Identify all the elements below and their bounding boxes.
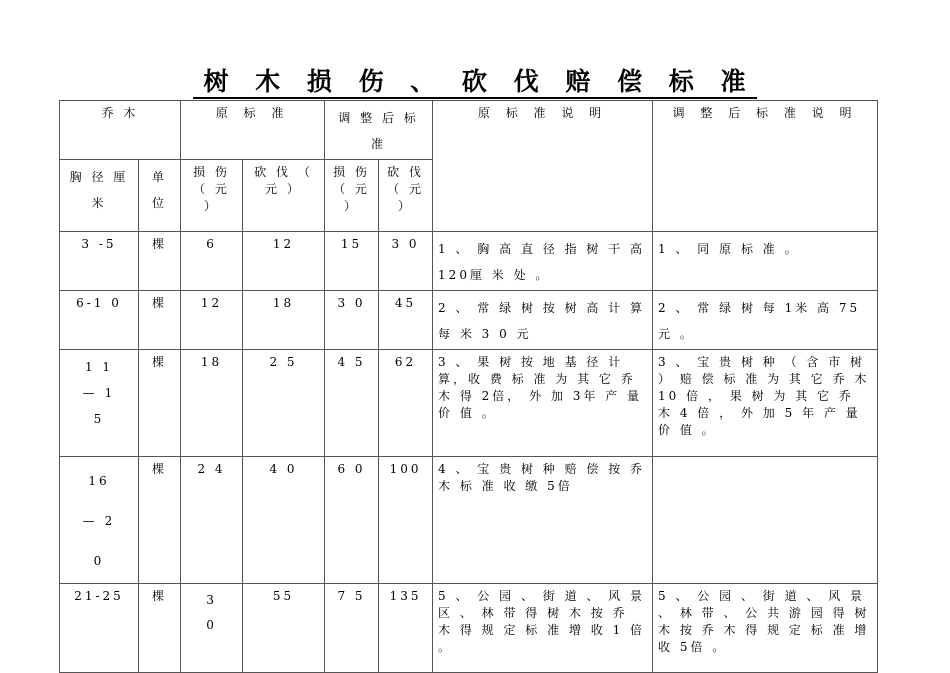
header-tree: 乔 木 [60,101,181,160]
damage-original-cell: 3 0 [181,584,243,673]
damage-original-cell: 2 4 [181,457,243,584]
cut-original-cell: 55 [243,584,325,673]
table-row [60,232,878,291]
adjusted-note-cell: 5 、 公 园 、 街 道 、 风 景 、 林 带 、 公 共 游 园 得 树 木 按 乔 木 得 规 定 标 准 增 收 5倍 。 [653,584,878,673]
damage-adjusted-cell: 3 0 [325,291,379,350]
header-cut-original: 砍 伐 （ 元 ） [243,160,325,232]
cut-adjusted-cell: 135 [379,584,433,673]
header-original-standard: 原 标 准 [181,101,325,160]
table-row [60,291,878,350]
diameter-cell: 16 — 20 [60,457,139,584]
table-row [60,457,878,584]
damage-adjusted-cell: 4 5 [325,350,379,457]
compensation-table [59,100,878,673]
unit-cell: 棵 [139,232,181,291]
table-row [60,584,878,673]
adjusted-note-cell: 1 、 同 原 标 准 。 [653,232,878,291]
original-note-cell: 5 、 公 园 、 街 道 、 风 景 区 、 林 带 得 树 木 按 乔 木 得 规 定 标 准 增 收 1 倍 。 [433,584,653,673]
damage-adjusted-cell: 7 5 [325,584,379,673]
header-adjusted-standard: 调 整 后 标 准 [325,101,433,160]
header-adjusted-note: 调 整 后 标 准 说 明 [653,101,878,232]
adjusted-note-cell [653,457,878,584]
header-unit: 单 位 [139,160,181,232]
original-note-cell: 3 、 果 树 按 地 基 径 计 算，收 费 标 准 为 其 它 乔 木 得 2倍， 外 加 3年 产 量 价 值 。 [433,350,653,457]
table-row [60,350,878,457]
adjusted-note-cell: 3 、 宝 贵 树 种 （ 含 市 树 ） 赔 偿 标 准 为 其 它 乔 木 10 倍 ， 果 树 为 其 它 乔 木 4 倍 ， 外 加 5 年 产 量 价 值 。 [653,350,878,457]
damage-adjusted-cell: 15 [325,232,379,291]
unit-cell: 棵 [139,584,181,673]
damage-original-cell: 18 [181,350,243,457]
header-cut-adjusted: 砍 伐 （ 元 ） [379,160,433,232]
cut-adjusted-cell: 62 [379,350,433,457]
header-diameter: 胸 径 厘 米 [60,160,139,232]
header-original-note: 原 标 准 说 明 [433,101,653,232]
cut-adjusted-cell: 45 [379,291,433,350]
damage-original-cell: 6 [181,232,243,291]
cut-adjusted-cell: 3 0 [379,232,433,291]
unit-cell: 棵 [139,350,181,457]
original-note-cell: 2 、 常 绿 树 按 树 高 计 算 每 米 3 0 元 [433,291,653,350]
adjusted-note-cell: 2 、 常 绿 树 每 1米 高 75 元 。 [653,291,878,350]
diameter-cell: 3 -5 [60,232,139,291]
diameter-cell: 21-25 [60,584,139,673]
original-note-cell: 1 、 胸 高 直 径 指 树 干 高 120厘 米 处 。 [433,232,653,291]
diameter-cell: 1 1 — 15 [60,350,139,457]
header-damage-original: 损 伤 （ 元 ） [181,160,243,232]
damage-original-cell: 12 [181,291,243,350]
original-note-cell: 4 、 宝 贵 树 种 赔 偿 按 乔 木 标 准 收 缴 5倍 [433,457,653,584]
header-damage-adjusted: 损 伤 （ 元 ） [325,160,379,232]
damage-adjusted-cell: 6 0 [325,457,379,584]
header-row-1 [60,101,878,160]
document-title: 树 木 损 伤 、 砍 伐 赔 偿 标 准 [0,66,950,98]
cut-original-cell: 2 5 [243,350,325,457]
unit-cell: 棵 [139,457,181,584]
cut-original-cell: 4 0 [243,457,325,584]
cut-original-cell: 12 [243,232,325,291]
cut-original-cell: 18 [243,291,325,350]
unit-cell: 棵 [139,291,181,350]
diameter-cell: 6-1 0 [60,291,139,350]
cut-adjusted-cell: 100 [379,457,433,584]
